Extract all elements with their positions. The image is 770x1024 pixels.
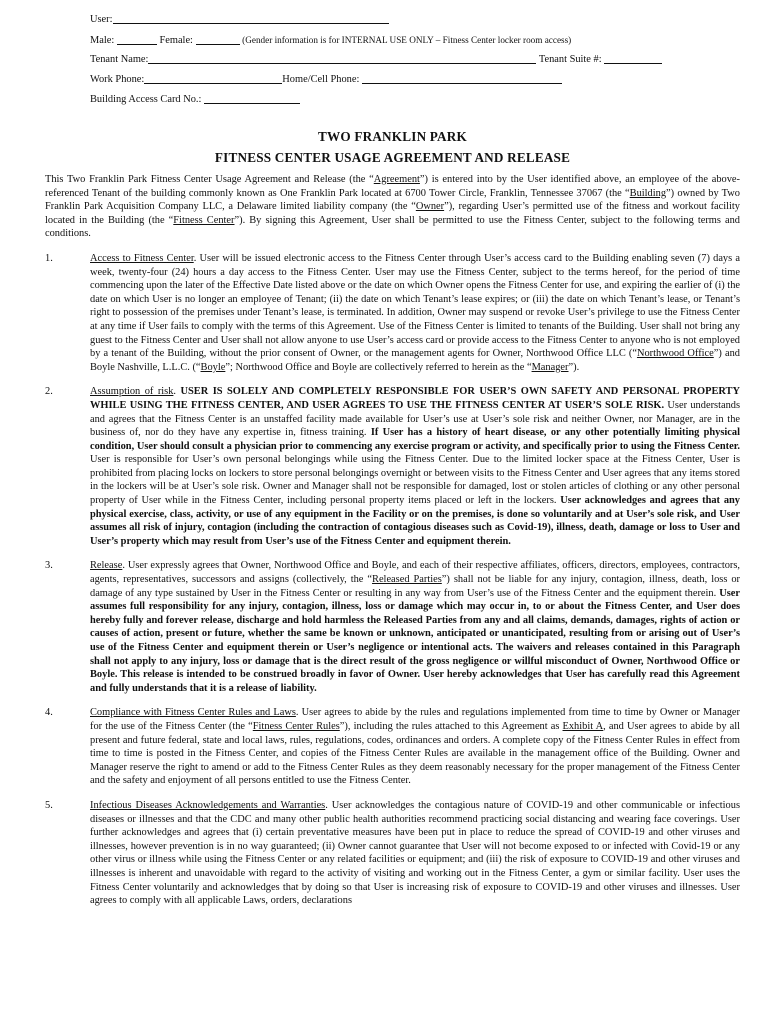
- section-heading: Access to Fitness Center: [90, 252, 194, 264]
- tenant-line: [90, 50, 740, 70]
- section-body: Release. User expressly agrees that Owner, Northwood Office and Boyle, and each of their respective affiliates, officers, directors, employees, contractors, agents, representatives, successors and assigns (collectively, the “Released Parties”) shall not be liable for any injury, contagion, illness, death, loss or damage of any type sustained by User in the Fitness Center or resulting in any way from User’s use of the Fitness Center and the equipment therein. User assumes full responsibility for any injury, contagion, illness, loss or damage which may occur in, to or about the Fitness Center, and User does hereby fully and forever release, discharge and hold harmless the Released Parties from any and all claims, demands, damages, rights of action or causes of action, present or future, whether the same be known or unknown, anticipated or unanticipated, resulting from or arising out of User’s use of the Fitness Center and equipment therein or User’s negligence or intentional acts. The waivers and releases contained in this Paragraph shall not apply to any injury, loss or damage that is the direct result of the gross negligence or willful misconduct of Owner, Northwood Office or Boyle. This release is intended to be construed broadly in favor of Owner. User hereby acknowledges that User has carefully read this Agreement and fully understands that it is a release of liability.: [90, 560, 741, 694]
- tenant-name-field[interactable]: [148, 52, 536, 64]
- section-number: 4.: [45, 707, 53, 719]
- section-heading: Compliance with Fitness Center Rules and Laws: [90, 707, 296, 719]
- section-2: [45, 385, 740, 548]
- defined-term-agreement: Agreement: [373, 174, 420, 185]
- section-number: 3.: [45, 560, 53, 572]
- defined-term-boyle: Boyle: [200, 361, 226, 373]
- section-3: [45, 559, 740, 695]
- section-heading: Infectious Diseases Acknowledgements and Warranties: [90, 799, 326, 811]
- document-subtitle: FITNESS CENTER USAGE AGREEMENT AND RELEASE: [214, 150, 571, 165]
- defined-term-released-parties: Released Parties: [372, 574, 442, 586]
- section-body: Assumption of risk. USER IS SOLELY AND COMPLETELY RESPONSIBLE FOR USER’S OWN SAFETY AND PERSONAL PROPERTY WHILE USING THE FITNESS CENTER, AND USER AGREES TO USE THE FITNESS CENTER AT USER’S SOLE RISK. User understands and agrees that the Fitness Center is an unstaffed facility made available for User’s use at User’s sole risk and neither Owner, nor Manager, are in the business of, nor do they have any expertise in, fitness training. If User has a history of heart disease, or any other potentially limiting physical condition, User should consult a physician prior to commencing any exercise program or activity, and specifically prior to using the Fitness Center. User is responsible for User’s own personal belongings while using the Fitness Center. Due to the limited locker space at the Fitness Center, User is prohibited from placing locks on lockers to store personal belongings overnight or between visits to the Fitness Center and User agrees that any items stored in the lockers will be at User’s sole risk. Owner and Manager shall not be responsible for damaged, lost or stolen articles of clothing or any other personal property of User while in the Fitness Center, including personal property items placed or left in the lockers. User acknowledges and agrees that any physical exercise, class, activity, or use of any equipment in the Facility or on the premises, is done so voluntarily and at User’s sole risk, and User assumes all risk of injury, contagion (including the contraction of contagious diseases such as Covid-19), illness, death, damage or loss to User and User’s property which may result from User’s use of the Fitness Center and equipment therein.: [90, 386, 740, 547]
- gender-line: [90, 30, 740, 50]
- tenant-suite-label: Tenant Suite #:: [538, 54, 602, 65]
- home-cell-field[interactable]: [362, 72, 562, 84]
- access-card-label: Building Access Card No.:: [90, 94, 202, 105]
- defined-term-building: Building: [629, 187, 667, 199]
- work-phone-field[interactable]: [144, 72, 282, 84]
- defined-term-fitness-center-rules: Fitness Center Rules: [252, 720, 340, 732]
- section-heading: Release: [90, 560, 123, 572]
- section-number: 1.: [45, 252, 53, 264]
- document-titles: [45, 128, 740, 167]
- section-body: Access to Fitness Center. User will be issued electronic access to the Fitness Center through User’s access card to the Building enabling seven (7) days a week, twenty-four (24) hours a day access to the Fitness Center. User may use the Fitness Center, subject to the terms hereof, for the period of time commencing upon the later of the Effective Date listed above or the date on which Owner opens the Fitness Center for use, and expiring the earlier of (i) the date on which User is no longer an employee of Tenant; (ii) the date on which Tenant’s lease expires; or (iii) the date on which Tenant’s lease, or Tenant’s right to possession of the premises under Tenant’s lease, is terminated. In addition, Owner may suspend or revoke User’s privilege to use the Fitness Center at any time if User fails to comply with the terms of this Agreement. Use of the Fitness Center is limited to tenants of the Building. User shall not bring any guest to the Fitness Center and User shall not allow anyone to use User’s access card or provide access to the Fitness Center to anyone who is not employed by a tenant of the Building, without the prior consent of Owner, or the management agents for Owner, Northwood Office LLC (“Northwood Office”) and Boyle Nashville, L.L.C. (“Boyle”; Northwood Office and Boyle are collectively referred to herein as the “Manager”).: [90, 252, 740, 373]
- defined-term-fitness-center: Fitness Center: [173, 214, 235, 226]
- defined-term-northwood: Northwood Office: [636, 348, 714, 360]
- gender-note: (Gender information is for INTERNAL USE ONLY – Fitness Center locker room access): [242, 35, 572, 45]
- male-label: Male:: [90, 35, 115, 46]
- user-line: [90, 10, 740, 30]
- home-cell-label: Home/Cell Phone:: [282, 74, 360, 85]
- female-field[interactable]: [196, 33, 240, 45]
- access-card-line: [90, 90, 740, 110]
- section-body: Compliance with Fitness Center Rules and Laws. User agrees to abide by the rules and regulations implemented from time to time by Owner or Manager for the use of the Fitness Center (the “Fitness Center Rules”), including the rules attached to this Agreement as Exhibit A, and User agrees to abide by all present and future federal, state and local laws, rules, regulations, codes, ordinances and orders. A complete copy of the Fitness Center Rules in effect from time to time is posted in the Fitness Center, and copies of the Fitness Center Rules are available in the management office of the Building. Owner and Manager reserve the right to amend or add to the Fitness Center Rules as they deem reasonably necessary for the proper management of the Fitness Center and the safety and enjoyment of all persons entitled to use the Fitness Center.: [90, 707, 741, 787]
- defined-term-owner: Owner: [415, 201, 445, 213]
- tenant-suite-field[interactable]: [604, 52, 662, 64]
- section-heading: Assumption of risk: [90, 386, 174, 398]
- male-field[interactable]: [117, 33, 157, 45]
- section-5: [45, 799, 740, 908]
- user-field[interactable]: [113, 12, 389, 24]
- section-body: Infectious Diseases Acknowledgements and Warranties. User acknowledges the contagious nature of COVID-19 and other communicable or infectious diseases or illnesses and that the CDC and many other public health authorities recommend practicing social distancing and wearing face coverings. User further acknowledges and agrees that (i) certain preventative measures have been put in place to reduce the spread of COVID-19 and other viruses and illnesses, however prevention is in no way guaranteed; (ii) Owner cannot guarantee that User will not become exposed to or infected with Covid-19 or any other virus or illness while using the Fitness Center or any related facilities or equipment; and (iii) the risk of exposure to COVID-19 and other viruses and illnesses is inherent and unavoidable with regard to the activity of visiting and working out in the Fitness Center, a gym or similar facility. User uses the Fitness Center voluntarily and acknowledges that by doing so that User is increasing risk of exposure to COVID-19 and other viruses and illnesses. User agrees to comply with all applicable Laws, orders, declarations: [90, 799, 740, 907]
- document-title: TWO FRANKLIN PARK: [318, 129, 467, 144]
- phone-line: [90, 70, 740, 90]
- user-info-form: [90, 10, 740, 110]
- exhibit-reference: Exhibit A: [562, 720, 604, 732]
- section-4: [45, 706, 740, 788]
- section-number: 5.: [45, 799, 53, 811]
- section-1: [45, 252, 740, 374]
- work-phone-label: Work Phone:: [90, 74, 145, 85]
- defined-term-manager: Manager: [531, 361, 569, 373]
- tenant-name-label: Tenant Name:: [90, 54, 149, 65]
- section-number: 2.: [45, 386, 53, 398]
- female-label: Female:: [159, 35, 193, 46]
- user-label: User:: [90, 14, 113, 25]
- intro-paragraph: This Two Franklin Park Fitness Center Usage Agreement and Release (the “Agreement”) is entered into by the User identified above, an employee of the above-referenced Tenant of the building commonly known as One Franklin Park located at 6700 Tower Circle, Franklin, Tennessee 37067 (the “Building”) owned by Two Franklin Park Acquisition Company LLC, a Delaware limited liability company (the “Owner”), regarding User’s permitted use of the fitness and workout facility located in the Building (the “Fitness Center”). By signing this Agreement, User shall be permitted to use the Fitness Center, subject to the following terms and conditions.: [45, 174, 740, 240]
- access-card-field[interactable]: [204, 92, 300, 104]
